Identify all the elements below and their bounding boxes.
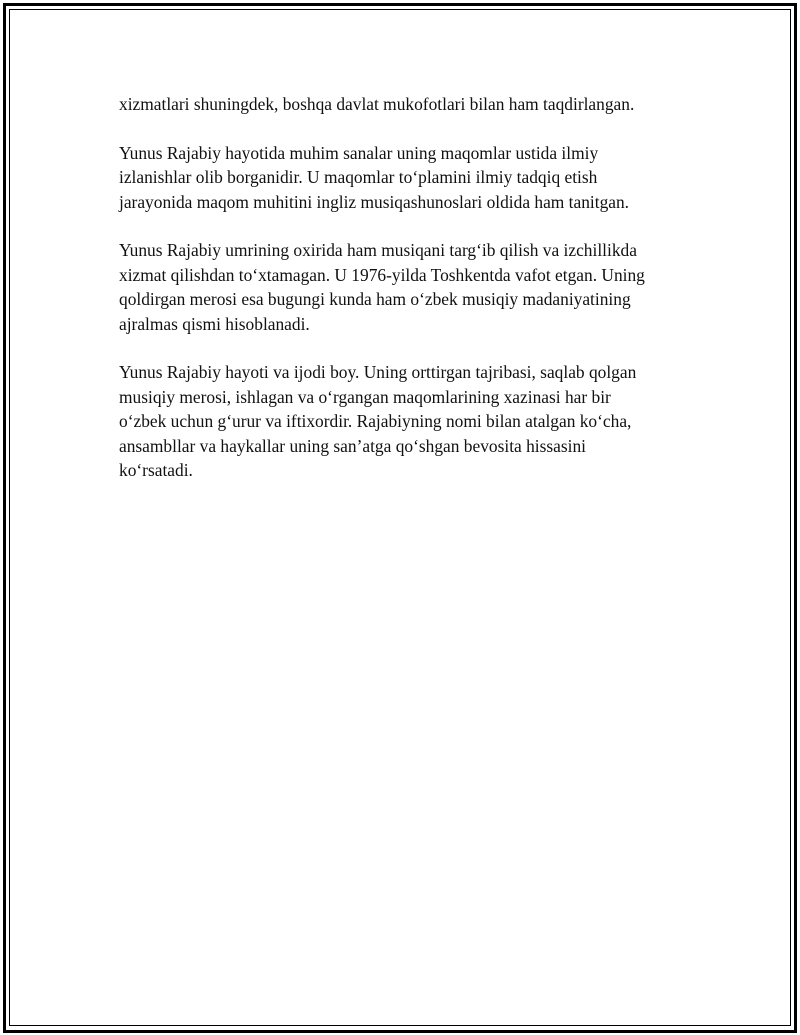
document-body bbox=[119, 92, 699, 507]
paragraph-2: Yunus Rajabiy hayotida muhim sanalar uning maqomlar ustida ilmiy izlanishlar olib borganidir. U maqomlar to‘plamini ilmiy tadqiq etish jarayonida maqom muhitini ingliz musiqashunoslari oldida ham tanitgan. bbox=[119, 142, 630, 212]
paragraph-1: xizmatlari shuningdek, boshqa davlat mukofotlari bilan ham taqdirlangan. bbox=[119, 94, 635, 114]
paragraph-4: Yunus Rajabiy hayoti va ijodi boy. Uning orttirgan tajribasi, saqlab qolgan musiqiy merosi, ishlagan va o‘rgangan maqomlarining xazinasi har bir o‘zbek uchun g‘urur va iftixordir. Rajabiyning nomi bilan atalgan ko‘cha, ansambllar va haykallar uning san’atga qo‘shgan bevosita hissasini ko‘rsatadi. bbox=[119, 362, 637, 481]
paragraph-3: Yunus Rajabiy umrining oxirida ham musiqani targ‘ib qilish va izchillikda xizmat qilishdan to‘xtamagan. U 1976-yilda Toshkentda vafot etgan. Uning qoldirgan merosi esa bugungi kunda ham o‘zbek musiqiy madaniyatining ajralmas qismi hisoblanadi. bbox=[119, 240, 645, 334]
